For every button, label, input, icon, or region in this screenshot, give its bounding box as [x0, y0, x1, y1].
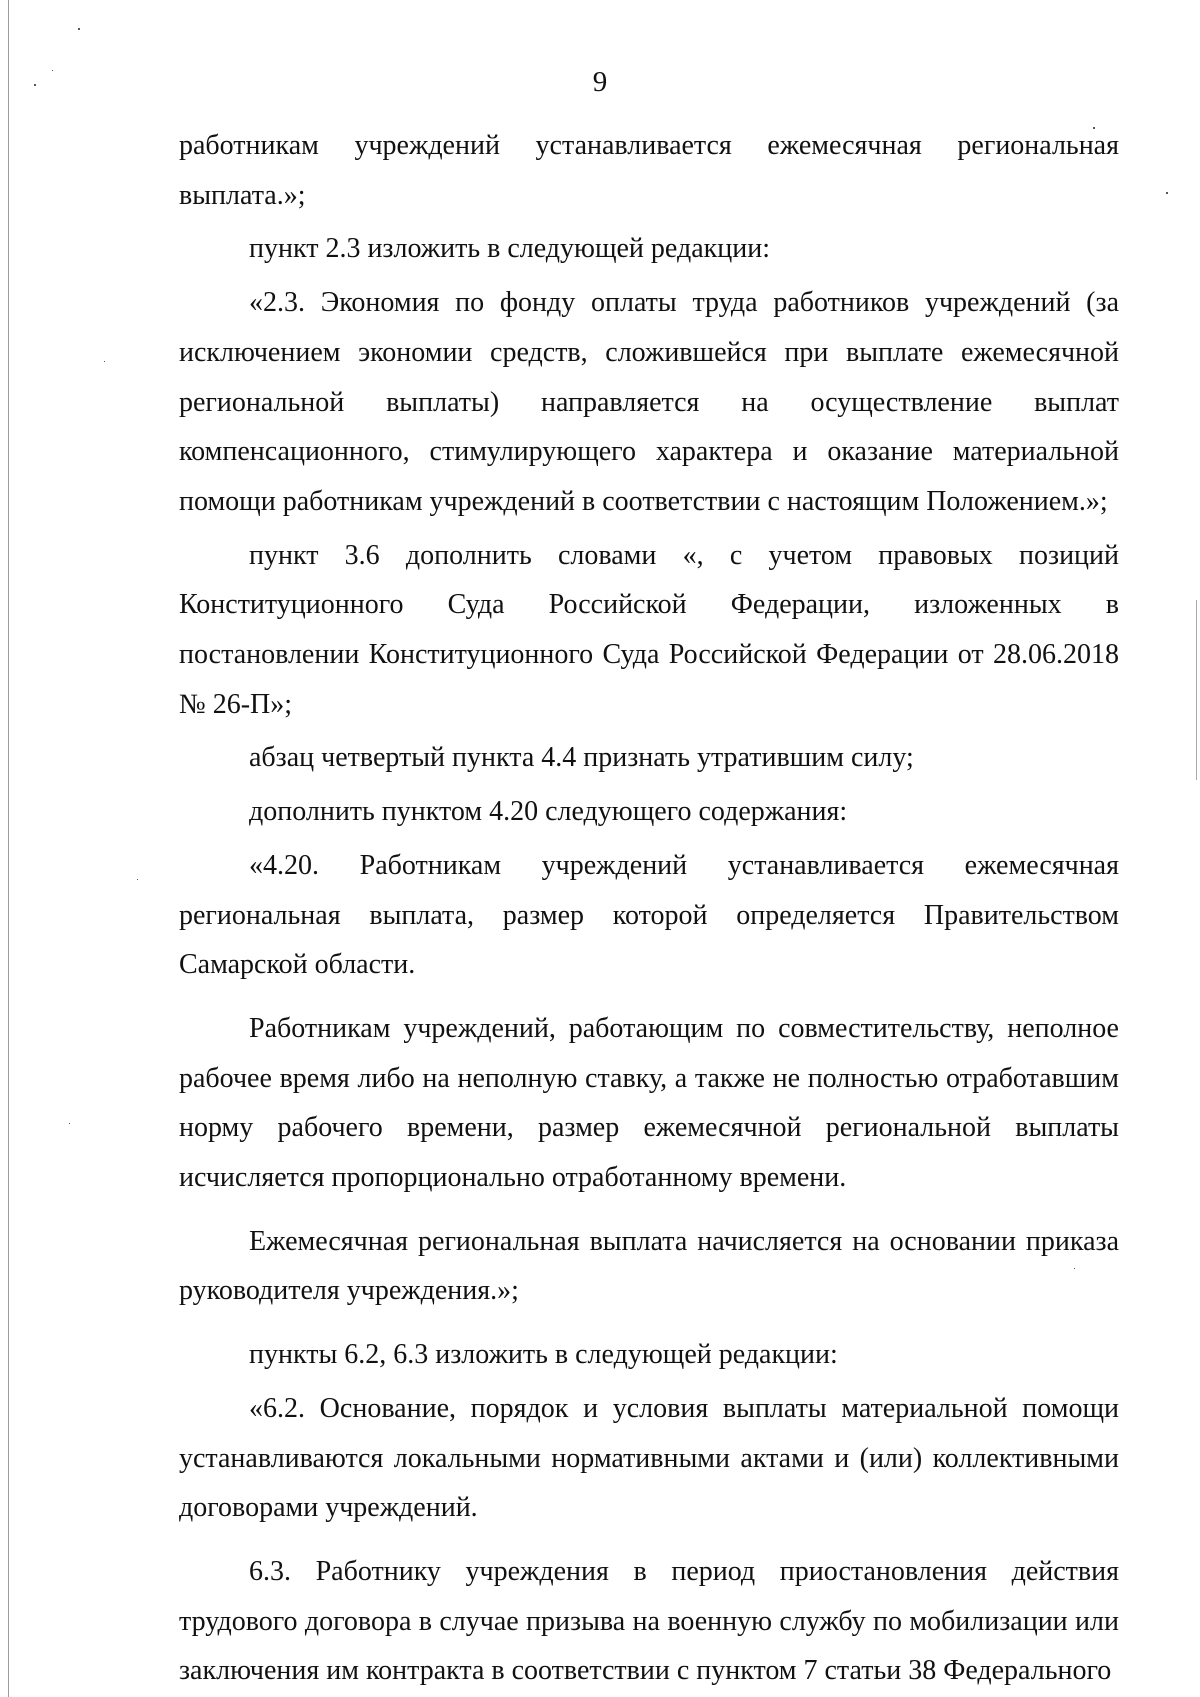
paragraph: Ежемесячная региональная выплата начисляется на основании приказа руководителя учреждения.»;	[179, 1225, 1119, 1307]
paragraph: абзац четвертый пункта 4.4 признать утратившим силу;	[249, 742, 914, 774]
document-body	[179, 121, 1119, 1696]
paragraph: работникам учреждений устанавливается ежемесячная региональная выплата.»;	[179, 130, 1119, 211]
scan-speck	[137, 879, 138, 880]
paragraph: пункты 6.2, 6.3 изложить в следующей редакции:	[249, 1339, 838, 1371]
paragraph: «6.2. Основание, порядок и условия выплаты материальной помощи устанавливаются локальными нормативными актами и (или) коллективными договорами учреждений.	[179, 1392, 1119, 1524]
scan-edge-left	[8, 0, 9, 1697]
paragraph: «4.20. Работникам учреждений устанавливается ежемесячная региональная выплата, размер которой определяется Правительством Самарской области.	[179, 849, 1119, 981]
page-number: 9	[592, 66, 608, 98]
scan-speck	[78, 28, 80, 30]
scan-speck	[69, 1123, 70, 1124]
paragraph: Работникам учреждений, работающим по совместительству, неполное рабочее время либо на неполную ставку, а также не полностью отработавшим норму рабочего времени, размер ежемесячной региональной выплаты исчисляется пропорционально отработанному времени.	[179, 1012, 1119, 1194]
paragraph: пункт 3.6 дополнить словами «, с учетом правовых позиций Конституционного Суда Российской Федерации, изложенных в постановлении Конституционного Суда Российской Федерации от 28.06.2018 № 26-П»;	[179, 539, 1119, 720]
scan-speck	[1166, 192, 1168, 194]
scan-speck	[104, 361, 105, 362]
scan-edge-right	[1196, 600, 1197, 780]
paragraph: «2.3. Экономия по фонду оплаты труда работников учреждений (за исключением экономии средств, сложившейся при выплате ежемесячной региональной выплаты) направляется на осуществление выплат компенсационного, стимулирующего характера и оказание материальной помощи работникам учреждений в соответствии с настоящим Положением.»;	[179, 287, 1119, 517]
paragraph: дополнить пунктом 4.20 следующего содержания:	[249, 796, 848, 828]
paragraph: 6.3. Работнику учреждения в период приостановления действия трудового договора в случае призыва на военную службу по мобилизации или заключения им контракта в соответствии с пунктом 7 статьи 38 Федерального	[179, 1555, 1119, 1687]
paragraph: пункт 2.3 изложить в следующей редакции:	[249, 233, 770, 265]
